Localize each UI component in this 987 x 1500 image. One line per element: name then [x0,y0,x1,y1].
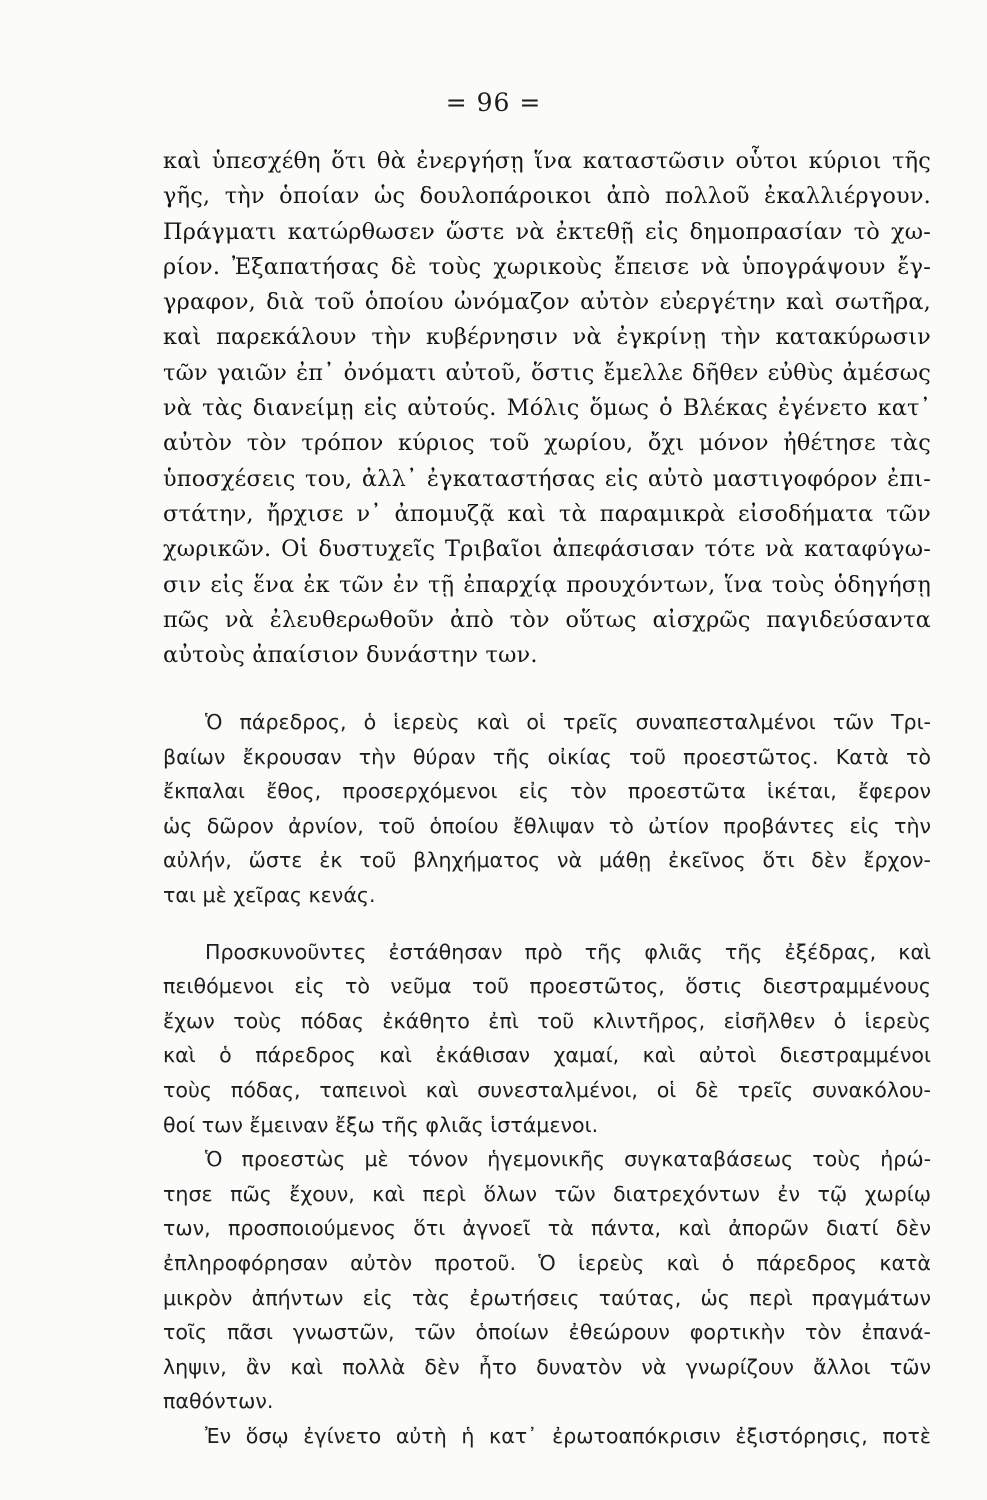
text-line: γῆς, τὴν ὁποίαν ὡς δουλοπάροικοι ἀπὸ πολλοῦ ἐκαλλιέργουν. [163,183,931,210]
text-line: ρίον. Ἐξαπατήσας δὲ τοὺς χωρικοὺς ἔπεισε νὰ ὑπογράψουν ἔγ- [163,253,931,280]
paragraph-5 [163,1419,931,1454]
text-line: γραφον, διὰ τοῦ ὁποίου ὠνόμαζον αὐτὸν εὐεργέτην καὶ σωτῆρα, [163,289,931,316]
text-line: καὶ παρεκάλουν τὴν κυβέρνησιν νὰ ἐγκρίνῃ τὴν κατακύρωσιν [163,324,931,351]
text-line: καὶ ὑπεσχέθη ὅτι θὰ ἐνεργήσῃ ἵνα καταστῶσιν οὗτοι κύριοι τῆς [163,148,931,174]
text-line: θοί των ἔμειναν ἔξω τῆς φλιᾶς ἱστάμενοι. [163,1112,599,1137]
text-line: τοῖς πᾶσι γνωστῶν, τῶν ὁποίων ἐθεώρουν φορτικὴν τὸν ἐπανά- [163,1320,931,1345]
text-line: τῶν γαιῶν ἐπ᾽ ὀνόματι αὐτοῦ, ὅστις ἔμελλε δῆθεν εὐθὺς ἀμέσως [163,359,931,386]
text-line: αὐτὸν τὸν τρόπον κύριος τοῦ χωρίου, ὄχι μόνον ἠθέτησε τὰς [163,430,931,457]
text-line: καὶ ὁ πάρεδρος καὶ ἐκάθισαν χαμαί, καὶ αὐτοὶ διεστραμμένοι [163,1043,931,1068]
text-line: των, προσποιούμενος ὅτι ἀγνοεῖ τὰ πάντα, καὶ ἀπορῶν διατί δὲν [163,1216,931,1241]
paragraph-4 [163,1142,931,1419]
text-line: παθόντων. [163,1389,274,1414]
text-line: ται μὲ χεῖρας κενάς. [163,882,376,907]
paragraph-3 [163,935,931,1143]
text-line: αὐτοὺς ἀπαίσιον δυνάστην των. [163,642,538,669]
body-text-lower [163,705,931,1453]
text-line: τοὺς πόδας, ταπεινοὶ καὶ συνεσταλμένοι, οἱ δὲ τρεῖς συνακόλου- [163,1077,931,1102]
text-line: ἔχων τοὺς πόδας ἐκάθητο ἐπὶ τοῦ κλιντῆρος, εἰσῆλθεν ὁ ἱερεὺς [163,1008,931,1033]
text-line: Ἐν ὅσῳ ἐγίνετο αὐτὴ ἡ κατ᾽ ἐρωτοαπόκρισιν ἐξιστόρησις, ποτὲ [205,1423,931,1448]
text-line: αὐλήν, ὥστε ἐκ τοῦ βληχήματος νὰ μάθῃ ἐκεῖνος ὅτι δὲν ἔρχον- [163,848,931,873]
text-line: τησε πῶς ἔχουν, καὶ περὶ ὅλων τῶν διατρεχόντων ἐν τῷ χωρίῳ [163,1181,931,1206]
text-line: μικρὸν ἀπήντων εἰς τὰς ἐρωτήσεις ταύτας, ὡς περὶ πραγμάτων [163,1285,931,1310]
text-line: ληψιν, ἂν καὶ πολλὰ δὲν ἦτο δυνατὸν νὰ γνωρίζουν ἄλλοι τῶν [163,1354,931,1379]
text-line: χωρικῶν. Οἱ δυστυχεῖς Τριβαῖοι ἀπεφάσισαν τότε νὰ καταφύγω- [163,536,931,563]
text-line: Ὁ προεστὼς μὲ τόνον ἡγεμονικῆς συγκαταβάσεως τοὺς ἠρώ- [205,1147,931,1172]
page-number: = 96 = [445,88,542,117]
text-line: ὡς δῶρον ἀρνίον, τοῦ ὁποίου ἔθλιψαν τὸ ὠτίον προβάντες εἰς τὴν [163,813,931,838]
text-line: ὑποσχέσεις του, ἀλλ᾽ ἐγκαταστήσας εἰς αὐτὸ μαστιγοφόρον ἐπι- [163,465,931,492]
text-line: βαίων ἔκρουσαν τὴν θύραν τῆς οἰκίας τοῦ προεστῶτος. Κατὰ τὸ [163,744,931,769]
paragraph-2 [163,705,931,913]
text-line: στάτην, ἤρχισε ν᾽ ἀπομυζᾷ καὶ τὰ παραμικρὰ εἰσοδήματα τῶν [163,500,931,527]
text-line: ἔκπαλαι ἔθος, προσερχόμενοι εἰς τὸν προεστῶτα ἱκέται, ἔφερον [163,779,931,804]
paragraph-1 [163,144,931,673]
text-line: ἐπληροφόρησαν αὐτὸν προτοῦ. Ὁ ἱερεὺς καὶ ὁ πάρεδρος κατὰ [163,1250,931,1275]
text-line: Ὁ πάρεδρος, ὁ ἱερεὺς καὶ οἱ τρεῖς συναπεσταλμένοι τῶν Τρι- [205,710,931,734]
text-line: πῶς νὰ ἐλευθερωθοῦν ἀπὸ τὸν οὕτως αἰσχρῶς παγιδεύσαντα [163,606,931,633]
text-line: σιν εἰς ἕνα ἐκ τῶν ἐν τῇ ἐπαρχίᾳ προυχόντων, ἵνα τοὺς ὁδηγήσῃ [163,571,931,598]
text-line: Προσκυνοῦντες ἐστάθησαν πρὸ τῆς φλιᾶς τῆς ἐξέδρας, καὶ [205,939,931,964]
text-line: Πράγματι κατώρθωσεν ὥστε νὰ ἐκτεθῇ εἰς δημοπρασίαν τὸ χω- [163,218,931,245]
text-line: πειθόμενοι εἰς τὸ νεῦμα τοῦ προεστῶτος, ὅστις διεστραμμένους [163,974,931,999]
text-line: νὰ τὰς διανείμῃ εἰς αὐτούς. Μόλις ὅμως ὁ Βλέκας ἐγένετο κατ᾽ [163,395,931,422]
